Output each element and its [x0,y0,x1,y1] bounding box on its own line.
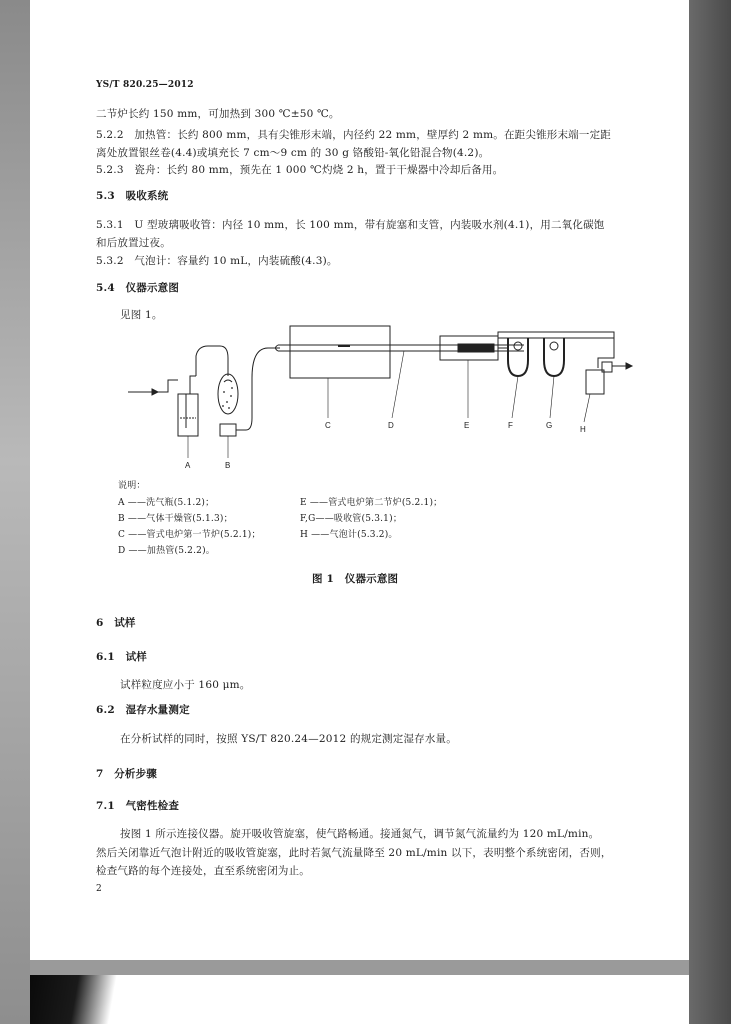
legend-c: C ——管式电炉第一节炉(5.2.1)； [118,530,261,540]
standard-header: YS/T 820.25—2012 [96,80,194,90]
heading-6-1: 6.1 试样 [96,651,147,663]
label-e: E [464,421,470,430]
paragraph-5-3-2: 5.3.2 气泡计：容量约 10 mL，内装硫酸(4.3)。 [96,255,338,267]
wash-bottle-inlet-tube [158,380,178,392]
leader-d [392,351,404,418]
label-b: B [225,461,231,470]
paragraph-5-2-3: 5.2.3 瓷舟：长约 80 mm，预先在 1 000 ℃灼烧 2 h，置于干燥器中冷却后备用。 [96,164,504,176]
paragraph-7-1-line3: 检查气路的每个连接处，直至系统密闭为止。 [96,865,310,877]
drying-tube-base [220,424,236,436]
absorption-tube-f [508,338,528,376]
legend-d: D ——加热管(5.2.2)。 [118,546,215,556]
outlet-arrowhead [626,363,632,369]
background-left [0,0,30,1024]
label-a: A [185,461,191,470]
label-f: F [508,421,513,430]
absorption-manifold [498,332,614,338]
paragraph-5-2-1-cont: 二节炉长约 150 mm，可加热到 300 ℃±50 ℃。 [96,108,340,120]
paragraph-6-2: 在分析试样的同时，按照 YS/T 820.24—2012 的规定测定湿存水量。 [120,733,457,745]
document-page [30,0,689,960]
leader-h [584,394,590,422]
see-figure-text: 见图 1。 [120,309,163,321]
paragraph-7-1-line1: 按图 1 所示连接仪器。旋开吸收管旋塞，使气路畅通。接通氮气，调节氮气流量约为 120 mL/min。 [120,828,600,840]
legend-b: B ——气体干燥管(5.1.3)； [118,514,233,524]
heading-7-1: 7.1 气密性检查 [96,800,180,812]
paragraph-5-3-1-line1: 5.3.1 U 型玻璃吸收管：内径 10 mm，长 100 mm，带有旋塞和支管，内装吸水剂(4.1)，用二氧化碳饱 [96,219,605,231]
heading-5-4: 5.4 仪器示意图 [96,282,180,294]
paragraph-5-2-2-line2: 离处放置银丝卷(4.4)或填充长 7 cm～9 cm 的 30 g 铬酸铅-氧化铅混合物(4.2)。 [96,147,490,159]
paragraph-7-1-line2: 然后关闭靠近气泡计附近的吸收管旋塞，此时若氮气流量降至 20 mL/min 以下，表明整个系统密闭，否则， [96,847,612,859]
heading-5-3: 5.3 吸收系统 [96,190,169,202]
legend-e: E ——管式电炉第二节炉(5.2.1)； [300,498,443,508]
leader-f [512,376,518,418]
page-number: 2 [96,884,102,894]
leader-g [550,376,554,418]
heading-7: 7 分析步骤 [96,768,158,780]
figure-caption: 图 1 仪器示意图 [312,573,399,585]
torn-scan-edge [30,975,130,1024]
legend-title: 说明： [118,481,146,491]
legend-h: H ——气泡计(5.3.2)。 [300,530,398,540]
inlet-arrowhead [152,389,158,395]
label-g: G [546,421,553,430]
tube-b-to-d [236,348,280,430]
background-right [689,0,731,1024]
paragraph-5-2-2-line1: 5.2.2 加热管：长约 800 mm，具有尖锥形末端，内径约 22 mm，壁厚约 2 mm。在距尖锥形末端一定距 [96,129,611,141]
label-h: H [580,425,586,434]
wash-bottle-tubes [186,376,196,428]
paragraph-6-1: 试样粒度应小于 160 μm。 [120,679,251,691]
legend-fg: F,G——吸收管(5.3.1)； [300,514,403,524]
furnace-c [290,326,390,378]
wash-bottle-a [178,394,198,436]
absorption-tube-g [544,338,564,376]
label-d: D [388,421,394,430]
label-c: C [325,421,331,430]
paragraph-5-3-1-line2: 和后放置过夜。 [96,237,171,249]
silver-coil [458,344,494,352]
legend-a: A ——洗气瓶(5.1.2)； [118,498,215,508]
apparatus-diagram [128,318,648,473]
heading-6: 6 试样 [96,617,136,629]
heading-6-2: 6.2 湿存水量测定 [96,704,190,716]
tube-a-b [196,346,228,376]
bubbler-h [586,370,604,394]
